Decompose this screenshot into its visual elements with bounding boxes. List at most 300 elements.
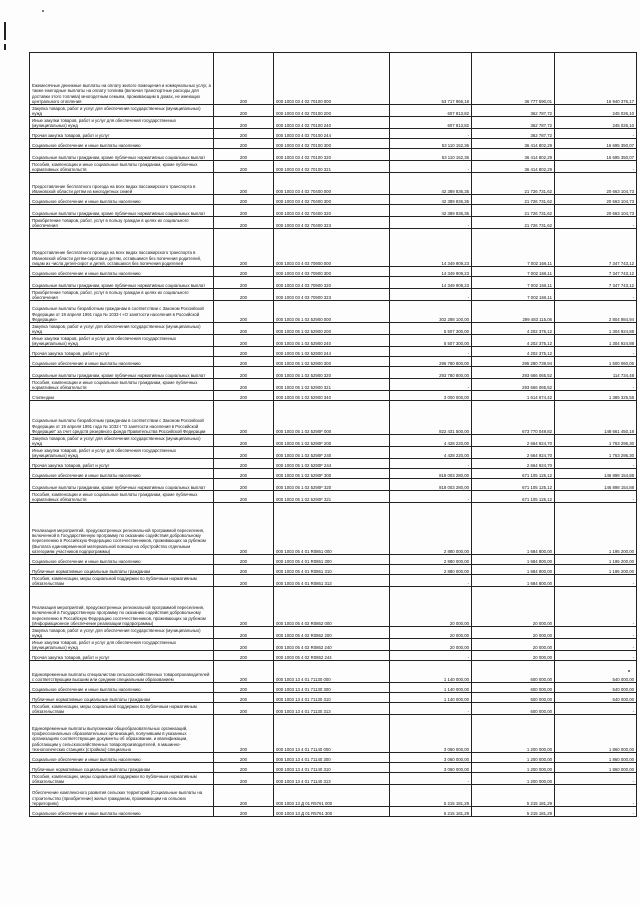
row-classification-code: 000 1003 03 4 02 70400 300 bbox=[274, 195, 390, 205]
row-executed-amount: 21 726 731,62 bbox=[472, 173, 555, 195]
row-approved-amount: - bbox=[390, 129, 472, 139]
table-row bbox=[30, 753, 637, 763]
row-executed-amount: 362 787,72 bbox=[472, 117, 555, 129]
row-classification-code: 000 1003 03 4 02 70400 000 bbox=[274, 173, 390, 195]
table-row bbox=[30, 639, 637, 651]
row-code: 200 bbox=[214, 479, 274, 491]
row-approved-amount: 2 880 000,00 bbox=[390, 555, 472, 565]
row-approved-amount: 5 507 300,00 bbox=[390, 323, 472, 335]
row-approved-amount: 1 140 000,00 bbox=[390, 693, 472, 703]
scan-dot bbox=[42, 10, 44, 12]
row-executed-amount: 4 202 375,12 bbox=[472, 347, 555, 357]
table-row bbox=[30, 267, 637, 277]
row-approved-amount: 20 000,00 bbox=[390, 627, 472, 639]
row-unexecuted-amount: 1 195 200,00 bbox=[555, 503, 637, 555]
table-row bbox=[30, 357, 637, 367]
table-row bbox=[30, 575, 637, 587]
row-approved-amount: 2 880 000,00 bbox=[390, 503, 472, 555]
row-executed-amount: 293 666 065,52 bbox=[472, 379, 555, 391]
row-executed-amount: 2 664 924,70 bbox=[472, 435, 555, 447]
row-description: Социальные выплаты гражданам, кроме публичных нормативных социальных выплат bbox=[30, 277, 214, 289]
row-code: 200 bbox=[214, 335, 274, 347]
row-classification-code: 000 1003 05 1 02 52900 300 bbox=[274, 357, 390, 367]
row-code: 200 bbox=[214, 763, 274, 773]
row-code: 200 bbox=[214, 661, 274, 683]
row-code: 200 bbox=[214, 277, 274, 289]
row-approved-amount: 818 003 280,00 bbox=[390, 469, 472, 479]
table-row bbox=[30, 503, 637, 555]
row-description: Ежемесячные денежные выплаты на оплату жилого помещения и коммунальных услуг, а также ежегодные выплаты на оплату топлива (включая транспортные расходы для доставки этого топлива) многодетным семьям, проживающим в домах, не имеющих центрального отопления bbox=[30, 53, 214, 105]
row-description: Социальное обеспечение и иные выплаты населению bbox=[30, 555, 214, 565]
row-description: Пособия, компенсации и иные социальные выплаты гражданам, кроме публичных нормативных обязательств bbox=[30, 161, 214, 173]
row-code: 200 bbox=[214, 149, 274, 161]
table-row bbox=[30, 53, 637, 105]
row-approved-amount: 5 507 300,00 bbox=[390, 335, 472, 347]
table-row bbox=[30, 173, 637, 195]
row-code: 200 bbox=[214, 503, 274, 555]
row-unexecuted-amount: - bbox=[555, 347, 637, 357]
row-description: Прочая закупка товаров, работ и услуг bbox=[30, 129, 214, 139]
row-classification-code: 000 1003 13 4 01 71140 000 bbox=[274, 715, 390, 753]
row-executed-amount: 671 105 125,12 bbox=[472, 469, 555, 479]
table-row bbox=[30, 693, 637, 703]
row-unexecuted-amount: 146 898 154,88 bbox=[555, 479, 637, 491]
row-executed-amount: 671 105 125,12 bbox=[472, 479, 555, 491]
row-approved-amount: 42 389 836,35 bbox=[390, 205, 472, 217]
table-row bbox=[30, 785, 637, 807]
row-description: Социальное обеспечение и иные выплаты населению bbox=[30, 469, 214, 479]
row-description: Единовременные выплаты выпускникам общеобразовательных организаций, профессиональных образовательных организаций, получившим в указанных организациях соответствующие документы об образовании, и квалификации, работающим у сельскохозяйственных товаропроизводителей, в машинно-технологических станциях (стройках) специально bbox=[30, 715, 214, 753]
row-approved-amount: 822 431 500,00 bbox=[390, 401, 472, 435]
row-unexecuted-amount: 7 347 743,12 bbox=[555, 267, 637, 277]
row-description: Публичные нормативные социальные выплаты гражданам bbox=[30, 693, 214, 703]
row-executed-amount: 36 414 802,29 bbox=[472, 149, 555, 161]
row-unexecuted-amount: 1 763 295,30 bbox=[555, 435, 637, 447]
row-description: Иные закупки товаров, работ и услуг для обеспечения государственных (муниципальных) нужд bbox=[30, 639, 214, 651]
row-code: 200 bbox=[214, 565, 274, 575]
row-approved-amount: 53 717 966,18 bbox=[390, 53, 472, 105]
row-classification-code: 000 1003 03 4 02 70100 300 bbox=[274, 139, 390, 149]
row-executed-amount: 1 684 800,00 bbox=[472, 565, 555, 575]
row-executed-amount: 299 483 115,06 bbox=[472, 301, 555, 323]
table-row bbox=[30, 807, 637, 817]
row-executed-amount: 20 000,00 bbox=[472, 627, 555, 639]
row-description: Реализация мероприятий, предусмотренных региональной программой переселения, включенной в Государственную программу по оказанию содействия добровольному переселению в Российскую Федерацию соотечественников, проживающих за рубежом (Информационное обеспечение реализации подпрограммы) bbox=[30, 587, 214, 627]
row-code: 200 bbox=[214, 785, 274, 807]
table-row bbox=[30, 763, 637, 773]
row-classification-code: 000 1003 03 4 03 70900 320 bbox=[274, 277, 390, 289]
row-code: 200 bbox=[214, 491, 274, 503]
row-unexecuted-amount: - bbox=[555, 773, 637, 785]
row-unexecuted-amount: 540 000,00 bbox=[555, 661, 637, 683]
row-approved-amount: - bbox=[390, 161, 472, 173]
row-unexecuted-amount: 245 026,10 bbox=[555, 105, 637, 117]
row-approved-amount: - bbox=[390, 347, 472, 357]
row-classification-code: 000 1003 03 4 03 70900 323 bbox=[274, 289, 390, 301]
row-code: 200 bbox=[214, 347, 274, 357]
row-approved-amount: 3 060 000,00 bbox=[390, 753, 472, 763]
row-classification-code: 000 1003 05 1 02 52900 244 bbox=[274, 347, 390, 357]
row-unexecuted-amount: 1 500 060,06 bbox=[555, 357, 637, 367]
row-unexecuted-amount: 1 385 325,58 bbox=[555, 391, 637, 401]
row-code: 200 bbox=[214, 555, 274, 565]
row-unexecuted-amount: 1 860 000,00 bbox=[555, 763, 637, 773]
scan-margin-mark bbox=[4, 22, 6, 40]
row-classification-code: 000 1003 05 1 02 5290F 321 bbox=[274, 491, 390, 503]
row-executed-amount: 20 000,00 bbox=[472, 587, 555, 627]
row-classification-code: 000 1003 05 4 01 R0861 310 bbox=[274, 565, 390, 575]
table-row bbox=[30, 335, 637, 347]
row-executed-amount: 600 000,00 bbox=[472, 683, 555, 693]
row-description: Закупка товаров, работ и услуг для обеспечения государственных (муниципальных) нужд bbox=[30, 435, 214, 447]
row-approved-amount: 607 813,82 bbox=[390, 105, 472, 117]
row-code: 200 bbox=[214, 627, 274, 639]
row-code: 200 bbox=[214, 117, 274, 129]
row-executed-amount: 5 215 181,29 bbox=[472, 785, 555, 807]
row-executed-amount: 36 777 590,01 bbox=[472, 53, 555, 105]
row-classification-code: 000 1003 03 4 02 70400 320 bbox=[274, 205, 390, 217]
row-executed-amount: 21 726 731,62 bbox=[472, 217, 555, 229]
row-description: Единовременные выплаты специалистам сельскохозяйственных товаропроизводителей с соответствующим высшим или средним специальным образованием bbox=[30, 661, 214, 683]
row-description: Иные закупки товаров, работ и услуг для обеспечения государственных (муниципальных) нужд bbox=[30, 335, 214, 347]
row-classification-code: 000 1003 05 1 02 52900 321 bbox=[274, 379, 390, 391]
row-unexecuted-amount: - bbox=[555, 379, 637, 391]
row-approved-amount: 4 428 220,00 bbox=[390, 447, 472, 459]
row-code: 200 bbox=[214, 575, 274, 587]
row-description: Социальные выплаты безработным гражданам в соответствии с Законом Российской Федерации от 19 апреля 1991 года № 1032-I "О занятости населения в Российской Федерации" за счет средств резервного фонда Правительства Российской Федерации bbox=[30, 401, 214, 435]
row-executed-amount: 362 787,72 bbox=[472, 105, 555, 117]
row-description: Социальные выплаты гражданам, кроме публичных нормативных социальных выплат bbox=[30, 367, 214, 379]
row-unexecuted-amount: 20 663 104,73 bbox=[555, 205, 637, 217]
row-code: 200 bbox=[214, 357, 274, 367]
row-executed-amount: 1 200 000,00 bbox=[472, 753, 555, 763]
row-unexecuted-amount: - bbox=[555, 627, 637, 639]
row-approved-amount: - bbox=[390, 459, 472, 469]
table-row bbox=[30, 289, 637, 301]
row-code: 200 bbox=[214, 703, 274, 715]
row-description: Закупка товаров, работ и услуг для обеспечения государственных (муниципальных) нужд bbox=[30, 323, 214, 335]
row-classification-code: 000 1003 05 1 02 52900 320 bbox=[274, 367, 390, 379]
row-description: Закупка товаров, работ и услуг для обеспечения государственных (муниципальных) нужд bbox=[30, 105, 214, 117]
table-row bbox=[30, 347, 637, 357]
table-row bbox=[30, 161, 637, 173]
row-code: 200 bbox=[214, 205, 274, 217]
row-approved-amount: - bbox=[390, 773, 472, 785]
row-approved-amount: 302 288 100,00 bbox=[390, 301, 472, 323]
row-executed-amount: 5 215 181,29 bbox=[472, 807, 555, 817]
row-unexecuted-amount: 1 763 295,30 bbox=[555, 447, 637, 459]
table-row bbox=[30, 703, 637, 715]
table-row bbox=[30, 627, 637, 639]
row-executed-amount: 1 614 674,42 bbox=[472, 391, 555, 401]
row-classification-code: 000 1003 13 4 01 71130 310 bbox=[274, 693, 390, 703]
row-executed-amount: 4 202 375,12 bbox=[472, 323, 555, 335]
row-code: 200 bbox=[214, 289, 274, 301]
row-approved-amount: 3 060 000,00 bbox=[390, 763, 472, 773]
row-executed-amount: 36 414 802,29 bbox=[472, 161, 555, 173]
row-code: 200 bbox=[214, 379, 274, 391]
row-description: Социальные выплаты гражданам, кроме публичных нормативных социальных выплат bbox=[30, 479, 214, 491]
table-row bbox=[30, 715, 637, 753]
row-classification-code: 000 1003 05 4 02 R0862 000 bbox=[274, 587, 390, 627]
row-executed-amount: 600 000,00 bbox=[472, 703, 555, 715]
row-description: Приобретение товаров, работ, услуг в пользу граждан в целях их социального обеспечения bbox=[30, 289, 214, 301]
row-executed-amount: 7 002 166,11 bbox=[472, 229, 555, 267]
row-unexecuted-amount: - bbox=[555, 703, 637, 715]
row-code: 200 bbox=[214, 447, 274, 459]
table-row bbox=[30, 301, 637, 323]
row-code: 200 bbox=[214, 753, 274, 763]
row-executed-amount: 671 105 125,12 bbox=[472, 491, 555, 503]
row-description: Прочая закупка товаров, работ и услуг bbox=[30, 459, 214, 469]
row-code: 200 bbox=[214, 129, 274, 139]
row-approved-amount: 5 215 181,29 bbox=[390, 785, 472, 807]
row-classification-code: 000 1003 03 4 02 70400 323 bbox=[274, 217, 390, 229]
row-unexecuted-amount: 16 940 376,17 bbox=[555, 53, 637, 105]
row-unexecuted-amount: 20 663 104,73 bbox=[555, 173, 637, 195]
row-description: Иные закупки товаров, работ и услуг для обеспечения государственных (муниципальных) нужд bbox=[30, 447, 214, 459]
row-classification-code: 000 1003 13 4 01 71130 000 bbox=[274, 661, 390, 683]
row-approved-amount: - bbox=[390, 575, 472, 587]
row-unexecuted-amount: - bbox=[555, 161, 637, 173]
table-row bbox=[30, 479, 637, 491]
row-classification-code: 000 1003 05 1 02 5290F 320 bbox=[274, 479, 390, 491]
row-approved-amount: 1 140 000,00 bbox=[390, 661, 472, 683]
row-description: Прочая закупка товаров, работ и услуг bbox=[30, 651, 214, 661]
row-code: 200 bbox=[214, 53, 274, 105]
row-executed-amount: 7 002 166,11 bbox=[472, 289, 555, 301]
row-unexecuted-amount: 1 304 924,88 bbox=[555, 323, 637, 335]
row-classification-code: 000 1003 05 1 02 5290F 244 bbox=[274, 459, 390, 469]
table-row bbox=[30, 379, 637, 391]
table-row bbox=[30, 459, 637, 469]
row-unexecuted-amount: 114 734,48 bbox=[555, 367, 637, 379]
row-code: 200 bbox=[214, 267, 274, 277]
budget-execution-table bbox=[29, 52, 637, 817]
row-code: 200 bbox=[214, 367, 274, 379]
row-approved-amount: - bbox=[390, 651, 472, 661]
row-approved-amount: 293 780 800,00 bbox=[390, 367, 472, 379]
row-approved-amount: 296 780 800,00 bbox=[390, 357, 472, 367]
row-classification-code: 000 1003 03 4 02 70100 244 bbox=[274, 129, 390, 139]
row-code: 200 bbox=[214, 301, 274, 323]
row-classification-code: 000 1003 05 4 01 R0861 000 bbox=[274, 503, 390, 555]
row-code: 200 bbox=[214, 195, 274, 205]
row-classification-code: 000 1003 05 1 02 5290F 000 bbox=[274, 401, 390, 435]
row-classification-code: 000 1003 05 1 02 52900 200 bbox=[274, 323, 390, 335]
row-description: Пособия, компенсации и иные социальные выплаты гражданам, кроме публичных нормативных обязательств bbox=[30, 491, 214, 503]
row-executed-amount: 293 666 065,52 bbox=[472, 367, 555, 379]
row-executed-amount: 1 200 000,00 bbox=[472, 773, 555, 785]
row-executed-amount: 600 000,00 bbox=[472, 693, 555, 703]
row-approved-amount: 14 349 909,23 bbox=[390, 229, 472, 267]
row-unexecuted-amount: - bbox=[555, 651, 637, 661]
row-description: Публичные нормативные социальные выплаты гражданам bbox=[30, 763, 214, 773]
row-classification-code: 000 1003 05 4 01 R0861 313 bbox=[274, 575, 390, 587]
table-row bbox=[30, 149, 637, 161]
row-description: Предоставление бесплатного проезда на всех видах пассажирского транспорта в Ивановской области детям из многодетных семей bbox=[30, 173, 214, 195]
row-approved-amount: 20 000,00 bbox=[390, 587, 472, 627]
row-executed-amount: 20 000,00 bbox=[472, 651, 555, 661]
row-classification-code: 000 1003 05 1 02 52900 340 bbox=[274, 391, 390, 401]
row-classification-code: 000 1003 13 4 01 71140 310 bbox=[274, 763, 390, 773]
row-unexecuted-amount: 2 804 984,94 bbox=[555, 301, 637, 323]
table-row bbox=[30, 555, 637, 565]
row-unexecuted-amount: 16 695 350,07 bbox=[555, 139, 637, 149]
row-executed-amount: 21 726 731,62 bbox=[472, 205, 555, 217]
row-approved-amount: 14 349 909,23 bbox=[390, 267, 472, 277]
row-unexecuted-amount: 20 663 104,73 bbox=[555, 195, 637, 205]
row-description: Пособия, компенсации и иные социальные выплаты гражданам, кроме публичных нормативных обязательств bbox=[30, 379, 214, 391]
row-executed-amount: 2 664 924,70 bbox=[472, 459, 555, 469]
row-approved-amount: 5 215 181,29 bbox=[390, 807, 472, 817]
row-unexecuted-amount: - bbox=[555, 289, 637, 301]
row-code: 200 bbox=[214, 139, 274, 149]
row-classification-code: 000 1003 05 1 02 5290F 300 bbox=[274, 469, 390, 479]
row-unexecuted-amount: - bbox=[555, 587, 637, 627]
row-description: Предоставление бесплатного проезда на всех видах пассажирского транспорта в Ивановской области детям-сиротам и детям, оставшимся без попечения родителей, лицам из числа детей-сирот и детей, оставшихся без попечения родителей bbox=[30, 229, 214, 267]
row-classification-code: 000 1003 03 4 02 70100 240 bbox=[274, 117, 390, 129]
row-code: 200 bbox=[214, 161, 274, 173]
row-unexecuted-amount: - bbox=[555, 491, 637, 503]
table-row bbox=[30, 105, 637, 117]
row-description: Пособия, компенсации, меры социальной поддержки по публичным нормативным обязательствам bbox=[30, 773, 214, 785]
table-row bbox=[30, 401, 637, 435]
row-classification-code: 000 1003 13 4 01 71140 313 bbox=[274, 773, 390, 785]
row-executed-amount: 2 664 924,70 bbox=[472, 447, 555, 459]
row-unexecuted-amount: 7 347 743,12 bbox=[555, 229, 637, 267]
row-approved-amount: 3 000 000,00 bbox=[390, 391, 472, 401]
row-approved-amount: 607 813,82 bbox=[390, 117, 472, 129]
row-code: 200 bbox=[214, 651, 274, 661]
row-unexecuted-amount: 16 695 350,07 bbox=[555, 149, 637, 161]
row-executed-amount: 20 000,00 bbox=[472, 639, 555, 651]
row-unexecuted-amount: - bbox=[555, 129, 637, 139]
row-classification-code: 000 1003 05 4 02 R0862 200 bbox=[274, 627, 390, 639]
row-description: Социальное обеспечение и иные выплаты населению bbox=[30, 195, 214, 205]
row-classification-code: 000 1003 13 4 01 71140 300 bbox=[274, 753, 390, 763]
table-row bbox=[30, 435, 637, 447]
table-row bbox=[30, 491, 637, 503]
table-row bbox=[30, 391, 637, 401]
row-description: Социальные выплаты гражданам, кроме публичных нормативных социальных выплат bbox=[30, 205, 214, 217]
row-code: 200 bbox=[214, 807, 274, 817]
row-executed-amount: 1 684 800,00 bbox=[472, 503, 555, 555]
row-classification-code: 000 1003 05 4 01 R0861 300 bbox=[274, 555, 390, 565]
row-classification-code: 000 1003 13 4 01 71130 313 bbox=[274, 703, 390, 715]
table-row bbox=[30, 229, 637, 267]
row-executed-amount: 362 787,72 bbox=[472, 129, 555, 139]
row-approved-amount: 53 110 152,36 bbox=[390, 139, 472, 149]
row-description: Приобретение товаров, работ, услуг в пользу граждан в целях их социального обеспечения bbox=[30, 217, 214, 229]
row-approved-amount: 42 389 836,35 bbox=[390, 173, 472, 195]
row-code: 200 bbox=[214, 435, 274, 447]
row-unexecuted-amount: 146 898 154,88 bbox=[555, 469, 637, 479]
row-description: Социальные выплаты гражданам, кроме публичных нормативных социальных выплат bbox=[30, 149, 214, 161]
row-unexecuted-amount: 7 347 743,12 bbox=[555, 277, 637, 289]
row-code: 200 bbox=[214, 401, 274, 435]
row-code: 200 bbox=[214, 391, 274, 401]
row-code: 200 bbox=[214, 639, 274, 651]
row-description: Социальное обеспечение и иные выплаты населению bbox=[30, 683, 214, 693]
row-approved-amount: 42 389 836,35 bbox=[390, 195, 472, 205]
row-code: 200 bbox=[214, 587, 274, 627]
row-approved-amount: - bbox=[390, 703, 472, 715]
row-approved-amount: 20 000,00 bbox=[390, 639, 472, 651]
row-description: Социальное обеспечение и иные выплаты населению bbox=[30, 753, 214, 763]
row-unexecuted-amount: 245 026,10 bbox=[555, 117, 637, 129]
row-unexecuted-amount: 148 661 450,18 bbox=[555, 401, 637, 435]
row-unexecuted-amount: - bbox=[555, 217, 637, 229]
table-row bbox=[30, 447, 637, 459]
row-classification-code: 000 1003 05 1 02 52900 000 bbox=[274, 301, 390, 323]
row-code: 200 bbox=[214, 683, 274, 693]
row-code: 200 bbox=[214, 693, 274, 703]
row-description: Пособия, компенсации, меры социальной поддержки по публичным нормативным обязательствам bbox=[30, 703, 214, 715]
row-executed-amount: 295 280 739,94 bbox=[472, 357, 555, 367]
row-executed-amount: 7 002 166,11 bbox=[472, 267, 555, 277]
table-row bbox=[30, 565, 637, 575]
table-row bbox=[30, 117, 637, 129]
row-executed-amount: 1 200 000,00 bbox=[472, 763, 555, 773]
row-unexecuted-amount: 1 860 000,00 bbox=[555, 715, 637, 753]
table-body bbox=[30, 53, 637, 817]
table-row bbox=[30, 469, 637, 479]
row-classification-code: 000 1003 13 Д 01 R5761 000 bbox=[274, 785, 390, 807]
row-unexecuted-amount: - bbox=[555, 575, 637, 587]
row-description: Стипендии bbox=[30, 391, 214, 401]
row-unexecuted-amount: - bbox=[555, 639, 637, 651]
row-approved-amount: - bbox=[390, 491, 472, 503]
row-description: Иные закупки товаров, работ и услуг для обеспечения государственных (муниципальных) нужд bbox=[30, 117, 214, 129]
row-unexecuted-amount: 1 860 000,00 bbox=[555, 753, 637, 763]
row-classification-code: 000 1003 05 1 02 5290F 240 bbox=[274, 447, 390, 459]
row-executed-amount: 4 202 375,12 bbox=[472, 335, 555, 347]
row-executed-amount: 1 684 800,00 bbox=[472, 555, 555, 565]
row-approved-amount: 2 880 000,00 bbox=[390, 565, 472, 575]
table-row bbox=[30, 367, 637, 379]
row-approved-amount: 14 349 909,23 bbox=[390, 277, 472, 289]
row-approved-amount: 4 428 220,00 bbox=[390, 435, 472, 447]
row-description: Социальное обеспечение и иные выплаты населению bbox=[30, 267, 214, 277]
row-unexecuted-amount: - bbox=[555, 785, 637, 807]
row-classification-code: 000 1003 03 4 02 70100 320 bbox=[274, 149, 390, 161]
row-executed-amount: 7 002 166,11 bbox=[472, 277, 555, 289]
row-classification-code: 000 1003 05 4 02 R0862 244 bbox=[274, 651, 390, 661]
table-row bbox=[30, 139, 637, 149]
row-code: 200 bbox=[214, 715, 274, 753]
row-approved-amount: - bbox=[390, 379, 472, 391]
row-description: Закупка товаров, работ и услуг для обеспечения государственных (муниципальных) нужд bbox=[30, 627, 214, 639]
row-approved-amount: - bbox=[390, 289, 472, 301]
table-row bbox=[30, 661, 637, 683]
row-approved-amount: 818 003 280,00 bbox=[390, 479, 472, 491]
row-description: Реализация мероприятий, предусмотренных региональной программой переселения, включенной в Государственную программу по оказанию содействия добровольному переселению в Российскую Федерацию соотечественников, проживающих за рубежом (Выплата единовременной материальной помощи на обустройство отдельным категориям участников подпрограммы) bbox=[30, 503, 214, 555]
table-row bbox=[30, 277, 637, 289]
row-description: Пособия, компенсации, меры социальной поддержки по публичным нормативным обязательствам bbox=[30, 575, 214, 587]
table-row bbox=[30, 683, 637, 693]
row-description: Социальные выплаты безработным гражданам в соответствии с Законом Российской Федерации от 19 апреля 1991 года № 1032-I «О занятости населения в Российской Федерации» bbox=[30, 301, 214, 323]
row-code: 200 bbox=[214, 105, 274, 117]
row-code: 200 bbox=[214, 217, 274, 229]
row-classification-code: 000 1003 03 4 02 70100 321 bbox=[274, 161, 390, 173]
row-code: 200 bbox=[214, 229, 274, 267]
row-executed-amount: 21 726 731,62 bbox=[472, 195, 555, 205]
row-code: 200 bbox=[214, 459, 274, 469]
row-approved-amount: 53 110 152,36 bbox=[390, 149, 472, 161]
row-unexecuted-amount: 1 195 200,00 bbox=[555, 565, 637, 575]
row-classification-code: 000 1003 05 4 02 R0862 240 bbox=[274, 639, 390, 651]
